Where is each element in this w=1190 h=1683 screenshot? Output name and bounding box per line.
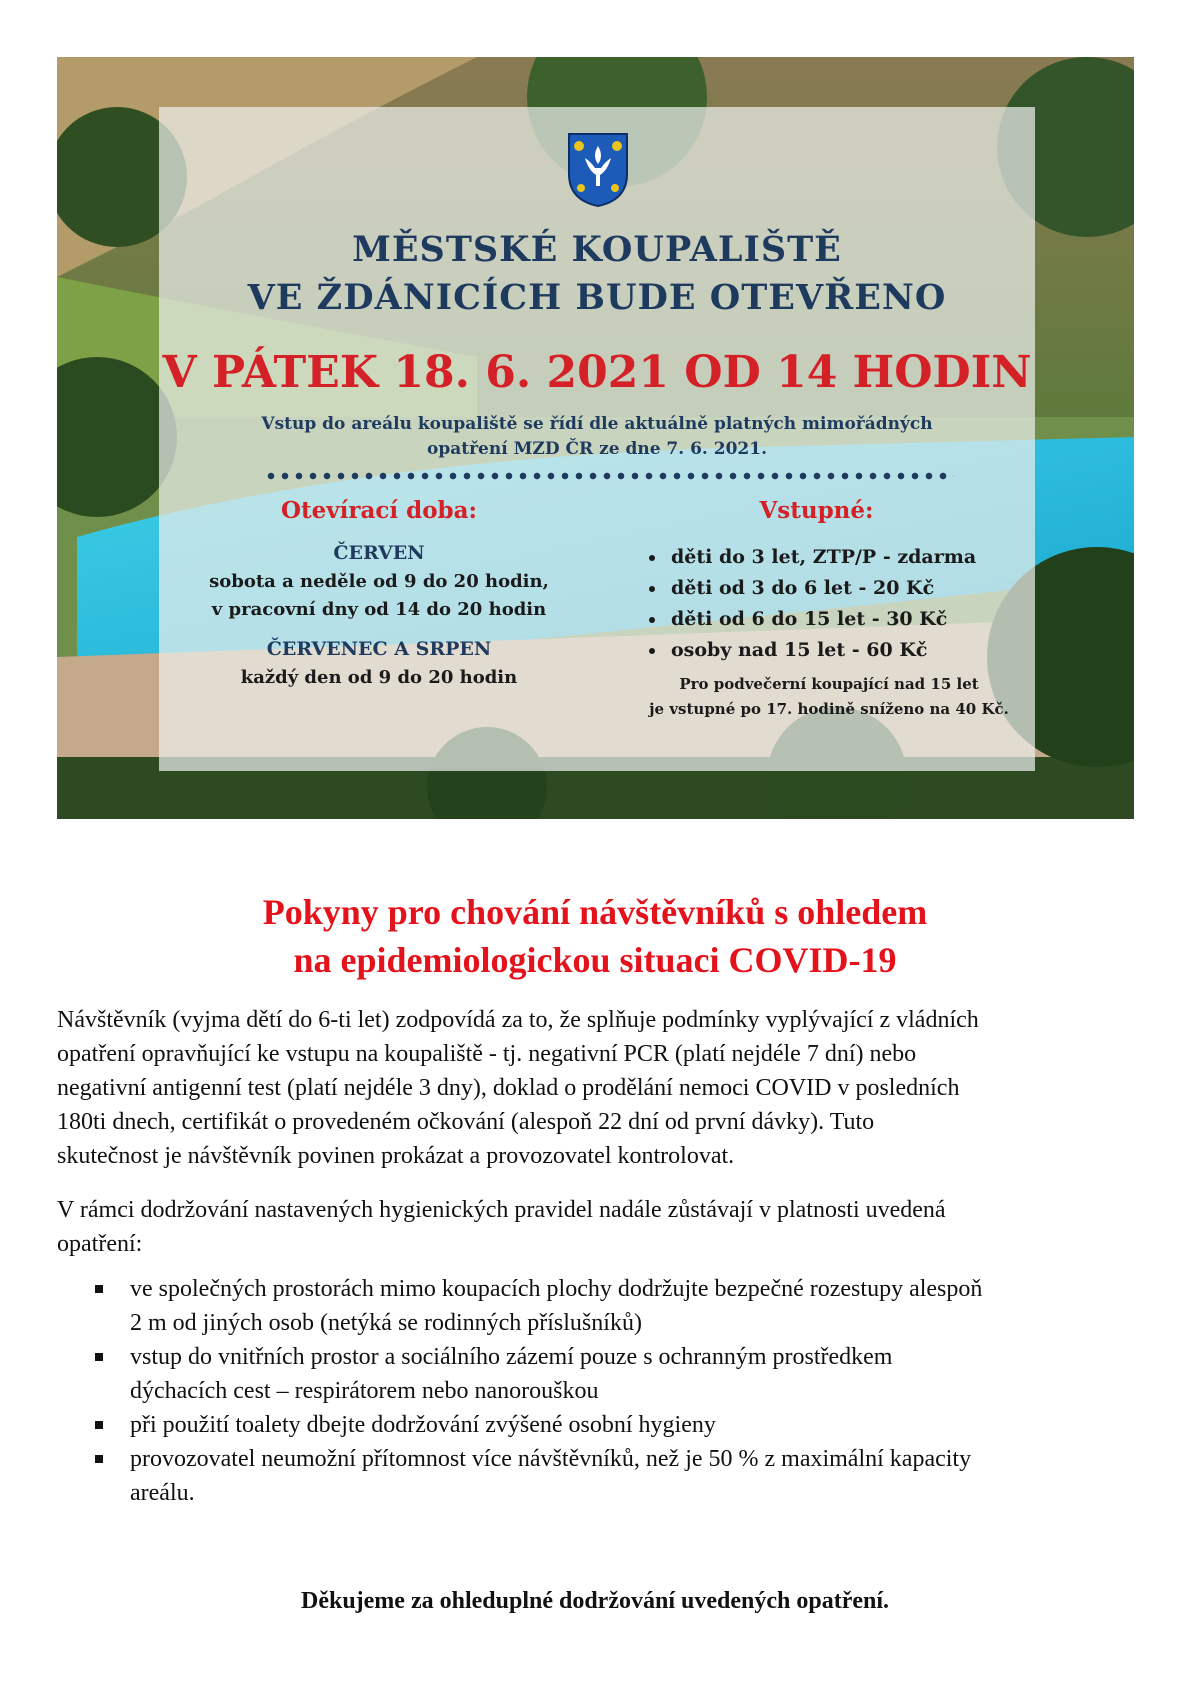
admission-title: Vstupné: bbox=[759, 497, 874, 524]
rule-item bbox=[130, 1442, 1140, 1510]
heading-line1: Pokyny pro chování návštěvníků s ohledem bbox=[262, 892, 928, 932]
rule-line: provozovatel neumožní přítomnost více návštěvníků, než je 50 % z maximální kapacity bbox=[130, 1446, 972, 1472]
rule-line: ve společných prostorách mimo koupacích plochy dodržujte bezpečné rozestupy alespoň bbox=[130, 1276, 983, 1302]
rule-line: dýchacích cest – respirátorem nebo nanorouškou bbox=[130, 1378, 599, 1404]
info-panel bbox=[159, 107, 1035, 771]
hygiene-rules-intro bbox=[57, 1193, 1137, 1261]
paragraph-line: opatření opravňující ke vstupu na koupaliště - tj. negativní PCR (platí nejdéle 7 dní) nebo bbox=[57, 1041, 917, 1067]
summer-hours-line: každý den od 9 do 20 hodin bbox=[240, 667, 518, 688]
price-item: • osoby nad 15 let - 60 Kč bbox=[667, 635, 1019, 666]
coat-of-arms-icon bbox=[567, 132, 629, 208]
dotted-divider bbox=[264, 469, 954, 483]
square-bullet-icon bbox=[95, 1421, 103, 1429]
entry-notice-line2: opatření MZD ČR ze dne 7. 6. 2021. bbox=[427, 439, 767, 459]
paragraph-line: Návštěvník (vyjma dětí do 6-ti let) zodpovídá za to, že splňuje podmínky vyplývající z vládních bbox=[57, 1007, 979, 1033]
covid-guidelines-heading bbox=[120, 888, 1070, 984]
rule-line: vstup do vnitřních prostor a sociálního zázemí pouze s ochranným prostředkem bbox=[130, 1344, 893, 1370]
rule-line: 2 m od jiných osob (netýká se rodinných příslušníků) bbox=[130, 1310, 642, 1336]
poster-banner bbox=[57, 57, 1134, 819]
paragraph-line: skutečnost je návštěvník povinen prokázat a provozovatel kontrolovat. bbox=[57, 1143, 735, 1169]
june-label: ČERVEN bbox=[333, 542, 425, 564]
square-bullet-icon bbox=[95, 1285, 103, 1293]
square-bullet-icon bbox=[95, 1455, 103, 1463]
rule-item bbox=[130, 1340, 1140, 1408]
rule-line: při použití toalety dbejte dodržování zvýšené osobní hygieny bbox=[130, 1412, 716, 1438]
evening-note-line1: Pro podvečerní koupající nad 15 let bbox=[679, 675, 979, 693]
rule-line: areálu. bbox=[130, 1480, 195, 1506]
poster-title-line2: VE ŽDÁNICÍCH BUDE OTEVŘENO bbox=[247, 277, 947, 318]
poster-title-line1: MĚSTSKÉ KOUPALIŠTĚ bbox=[352, 229, 842, 270]
entry-notice-line1: Vstup do areálu koupaliště se řídí dle aktuálně platných mimořádných bbox=[261, 414, 933, 434]
paragraph-line: V rámci dodržování nastavených hygienických pravidel nadále zůstávají v platnosti uvedená bbox=[57, 1197, 946, 1223]
price-item: • děti od 6 do 15 let - 30 Kč bbox=[667, 604, 1019, 635]
rule-item bbox=[130, 1272, 1140, 1340]
heading-line2: na epidemiologickou situaci COVID-19 bbox=[293, 940, 897, 980]
price-item: • děti do 3 let, ZTP/P - zdarma bbox=[667, 542, 1019, 573]
entry-notice bbox=[219, 412, 975, 462]
evening-price-note bbox=[639, 672, 1019, 722]
hygiene-rules-list bbox=[130, 1272, 1140, 1510]
june-hours-block bbox=[159, 542, 599, 624]
admission-section bbox=[639, 497, 1019, 722]
price-list bbox=[639, 542, 1019, 666]
opening-hours-title: Otevírací doba: bbox=[280, 497, 478, 524]
paragraph-line: 180ti dnech, certifikát o provedeném očkování (alespoň 22 dní od první dávky). Tuto bbox=[57, 1109, 875, 1135]
opening-hours-section bbox=[159, 497, 599, 692]
june-hours-line1: sobota a neděle od 9 do 20 hodin, bbox=[209, 571, 549, 592]
price-item: • děti od 3 do 6 let - 20 Kč bbox=[667, 573, 1019, 604]
paragraph-line: negativní antigenní test (platí nejdéle 3 dny), doklad o prodělání nemoci COVID v posledních bbox=[57, 1075, 960, 1101]
visitor-requirements-paragraph bbox=[57, 1003, 1137, 1173]
summer-hours-block bbox=[159, 638, 599, 692]
summer-label: ČERVENEC A SRPEN bbox=[266, 638, 492, 660]
square-bullet-icon bbox=[95, 1353, 103, 1361]
evening-note-line2: je vstupné po 17. hodině sníženo na 40 Kč. bbox=[649, 700, 1009, 718]
thank-you-note: Děkujeme za ohleduplné dodržování uvedených opatření. bbox=[300, 1588, 890, 1614]
opening-date: V PÁTEK 18. 6. 2021 OD 14 HODIN bbox=[162, 347, 1032, 398]
rule-item bbox=[130, 1408, 1140, 1442]
june-hours-line2: v pracovní dny od 14 do 20 hodin bbox=[211, 599, 547, 620]
paragraph-line: opatření: bbox=[57, 1231, 143, 1257]
